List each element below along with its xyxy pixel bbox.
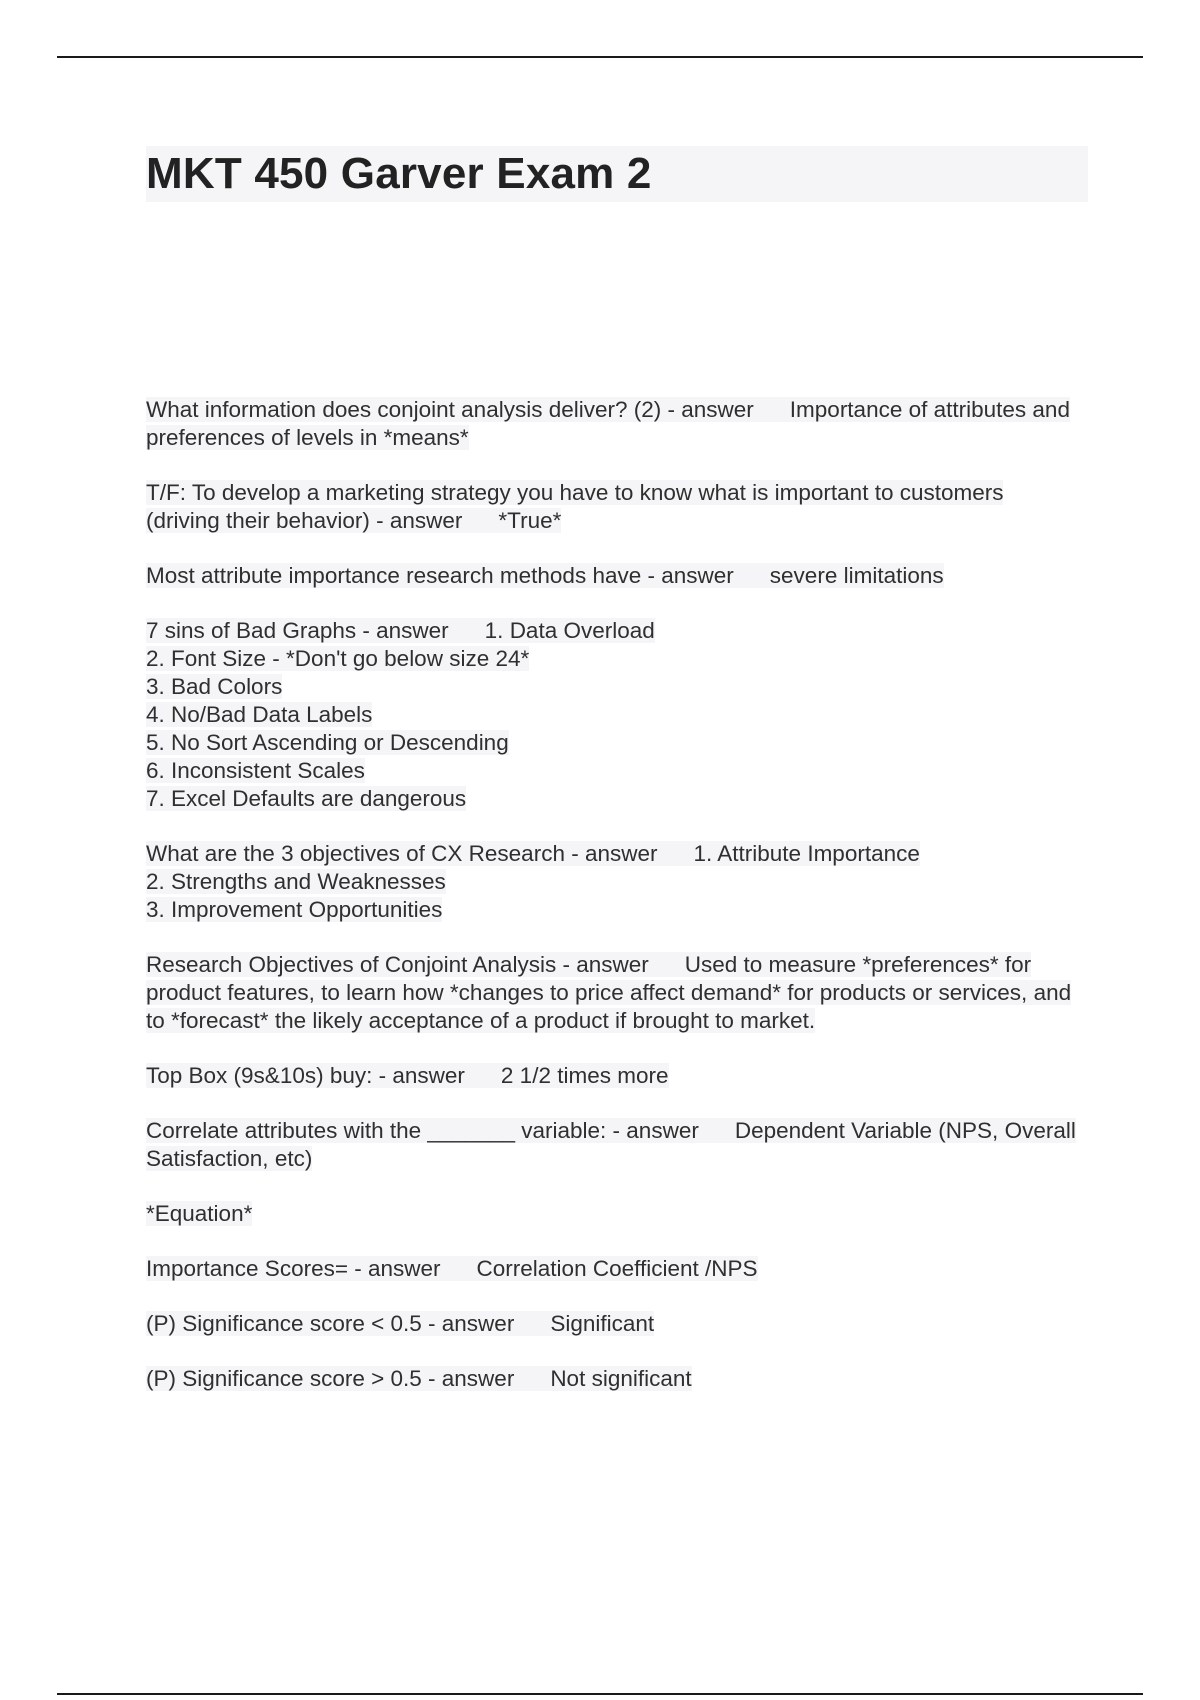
answer-marker: - answer [376,508,463,533]
question-text: Importance Scores= [146,1256,348,1281]
answer-marker: - answer [612,1118,699,1143]
answer-line: 1. Attribute Importance [693,841,920,866]
answer-text: Correlation Coefficient /NPS [476,1256,758,1281]
answer-marker: - answer [571,841,658,866]
qa-item [146,396,1076,452]
question-text: T/F: To develop a marketing strategy you have to know what is important to customers (driving their behavior) [146,480,1004,533]
answer-marker: - answer [428,1366,515,1391]
answer-marker: - answer [378,1063,465,1088]
answer-line: 7. Excel Defaults are dangerous [146,786,467,811]
qa-item [146,840,1076,924]
question-text: Research Objectives of Conjoint Analysis [146,952,557,977]
question-text: What are the 3 objectives of CX Research [146,841,565,866]
qa-item [146,1310,1076,1338]
bottom-rule [57,1693,1143,1695]
answer-line: 6. Inconsistent Scales [146,758,365,783]
answer-marker: - answer [667,397,754,422]
qa-list [146,396,1076,1420]
answer-text: severe limitations [769,563,944,588]
qa-item [146,562,1076,590]
question-text: (P) Significance score < 0.5 [146,1311,422,1336]
answer-text: Importance of attributes and preferences of levels in *means* [146,397,1070,450]
answer-line: 4. No/Bad Data Labels [146,702,373,727]
qa-item [146,1255,1076,1283]
qa-item [146,1117,1076,1173]
qa-item [146,1062,1076,1090]
question-text: (P) Significance score > 0.5 [146,1366,422,1391]
answer-text: Dependent Variable (NPS, Overall Satisfaction, etc) [146,1118,1076,1171]
answer-marker: - answer [647,563,734,588]
equation-label: *Equation* [146,1201,253,1226]
question-text: Most attribute importance research methods have [146,563,642,588]
answer-line: 5. No Sort Ascending or Descending [146,730,509,755]
answer-text: 2 1/2 times more [500,1063,669,1088]
answer-line: 2. Strengths and Weaknesses [146,869,446,894]
answer-line: 2. Font Size - *Don't go below size 24* [146,646,530,671]
answer-text: Significant [550,1311,655,1336]
qa-item [146,617,1076,813]
answer-marker: - answer [562,952,649,977]
answer-text: Used to measure *preferences* for product features, to learn how *changes to price affect demand* for products or services, and to *forecast* the likely acceptance of a product if brought to market. [146,952,1072,1033]
question-text: Top Box (9s&10s) buy: [146,1063,373,1088]
title-highlight [146,146,1088,202]
qa-item [146,951,1076,1035]
answer-marker: - answer [362,618,449,643]
answer-line: 3. Improvement Opportunities [146,897,443,922]
answer-marker: - answer [354,1256,441,1281]
qa-item [146,1365,1076,1393]
top-rule [57,56,1143,58]
answer-text: *True* [498,508,562,533]
answer-marker: - answer [428,1311,515,1336]
question-text: 7 sins of Bad Graphs [146,618,357,643]
qa-item [146,1200,1076,1228]
answer-line: 3. Bad Colors [146,674,283,699]
answer-line: 1. Data Overload [484,618,655,643]
answer-text: Not significant [550,1366,692,1391]
page-title: MKT 450 Garver Exam 2 [146,149,652,198]
question-text: What information does conjoint analysis deliver? (2) [146,397,662,422]
qa-item [146,479,1076,535]
question-text: Correlate attributes with the _______ variable: [146,1118,607,1143]
